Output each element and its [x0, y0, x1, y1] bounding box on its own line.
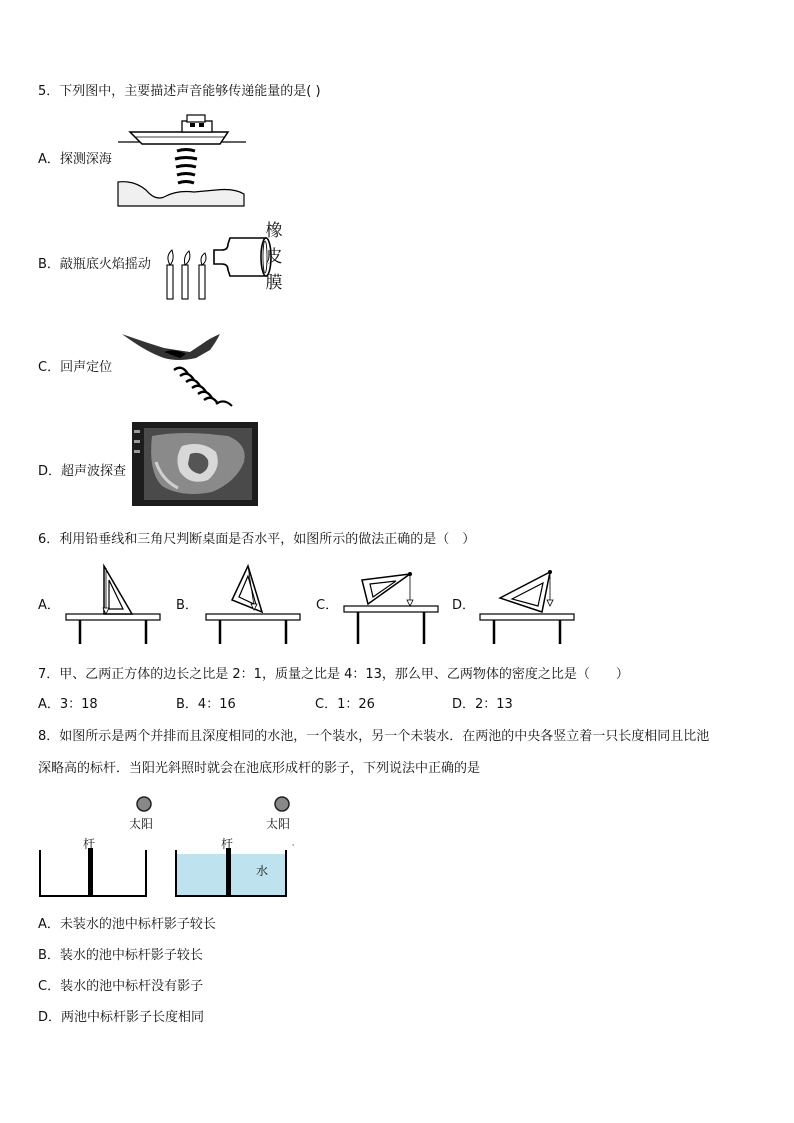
q5-option-d: D．超声波探查: [38, 464, 127, 479]
q8-option-a: A．未装水的池中标杆影子较长: [38, 917, 216, 932]
q7-option-c: C．1：26: [315, 697, 375, 712]
q6-stem: 6．利用铅垂线和三角尺判断桌面是否水平，如图所示的做法正确的是（ ）: [38, 532, 476, 547]
q6-figure-b: [204, 562, 304, 646]
membrane-char-3: 膜: [265, 273, 283, 293]
membrane-char-1: 橡: [265, 221, 283, 241]
q6-figure-c: [342, 562, 442, 646]
q5-option-b: B．敲瓶底火焰摇动: [38, 257, 151, 272]
q5-option-a: A．探测深海: [38, 152, 112, 167]
q7-option-d: D．2：13: [452, 697, 513, 712]
q5-figure-c-bat: [120, 328, 238, 410]
q8-option-c: C．装水的池中标杆没有影子: [38, 979, 204, 994]
q6-figure-d: [478, 562, 578, 646]
q7-option-b: B．4：16: [176, 697, 236, 712]
q8-pole-label-right: 杆: [221, 837, 234, 851]
q5-figure-d-ultrasound: [132, 422, 258, 506]
svg-text:': ': [292, 843, 295, 852]
q7-option-a: A．3：18: [38, 697, 98, 712]
q6-letter-b: B．: [176, 598, 198, 613]
q8-water-label: 水: [256, 864, 269, 878]
q5-figure-a-sonar: [116, 110, 248, 208]
q8-stem-line2: 深略高的标杆．当阳光斜照时就会在池底形成杆的影子，下列说法中正确的是: [38, 761, 481, 776]
q8-sun-label-right: 太阳: [266, 817, 291, 831]
q8-figure-pools: [36, 792, 298, 902]
membrane-char-2: 皮: [265, 247, 283, 267]
q8-option-d: D．两池中标杆影子长度相同: [38, 1010, 205, 1025]
q8-sun-label-left: 太阳: [129, 817, 154, 831]
q8-pole-label-left: 杆: [83, 837, 96, 851]
q6-figure-a: [64, 562, 164, 646]
q7-stem: 7．甲、乙两正方体的边长之比是 2：1，质量之比是 4：13，那么甲、乙两物体的密度之比是（ ）: [38, 667, 629, 682]
q8-stem-line1: 8．如图所示是两个并排而且深度相同的水池，一个装水，另一个未装水．在两池的中央各竖立着一只长度相同且比池: [38, 729, 710, 744]
q6-letter-a: A．: [38, 598, 60, 613]
q5-figure-b-label: [264, 218, 284, 296]
q5-option-c: C．回声定位: [38, 360, 113, 375]
q6-letter-c: C．: [316, 598, 339, 613]
q5-stem: 5．下列图中，主要描述声音能够传递能量的是( ): [38, 84, 321, 99]
q6-letter-d: D．: [452, 598, 476, 613]
q8-option-b: B．装水的池中标杆影子较长: [38, 948, 203, 963]
